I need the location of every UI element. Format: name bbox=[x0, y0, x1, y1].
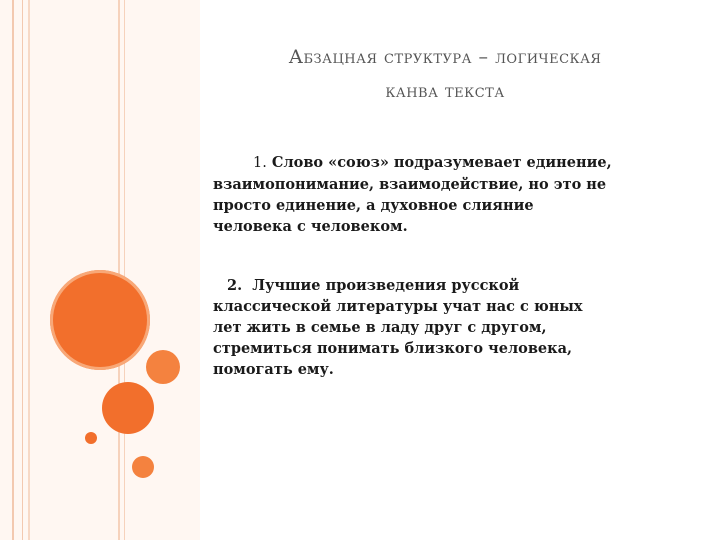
decorative-line bbox=[12, 0, 14, 540]
decorative-circle-small bbox=[132, 456, 154, 478]
slide-title-line2: канва текста bbox=[385, 80, 505, 102]
decorative-line bbox=[22, 0, 23, 540]
paragraph-number: 2. bbox=[227, 277, 243, 294]
paragraph-line: человека с человеком. bbox=[213, 218, 408, 235]
decorative-circle-large bbox=[50, 270, 150, 370]
paragraph-line: стремиться понимать близкого человека, bbox=[213, 340, 573, 357]
decorative-line bbox=[124, 0, 125, 540]
paragraph-2 bbox=[213, 275, 673, 380]
paragraph-line: взаимопонимание, взаимодействие, но это не bbox=[213, 176, 607, 193]
slide-title bbox=[205, 40, 685, 108]
decorative-circle-small bbox=[85, 432, 97, 444]
slide-title-line1: Абзацная структура – логическая bbox=[288, 46, 602, 68]
paragraph-1 bbox=[213, 152, 673, 237]
paragraph-line: 2. Лучшие произведения русской bbox=[227, 277, 520, 294]
paragraph-line: лет жить в семье в ладу друг с другом, bbox=[213, 319, 547, 336]
paragraph-number: 1. bbox=[253, 155, 267, 171]
paragraph-line: помогать ему. bbox=[213, 361, 334, 378]
decorative-circle-medium bbox=[146, 350, 180, 384]
decorative-circle-medium bbox=[102, 382, 154, 434]
paragraph-line: просто единение, а духовное слияние bbox=[213, 197, 534, 214]
paragraph-line: классической литературы учат нас с юных bbox=[213, 298, 583, 315]
decorative-line bbox=[28, 0, 30, 540]
paragraph-line: 1. Слово «союз» подразумевает единение, bbox=[253, 154, 612, 171]
decorative-line bbox=[118, 0, 120, 540]
